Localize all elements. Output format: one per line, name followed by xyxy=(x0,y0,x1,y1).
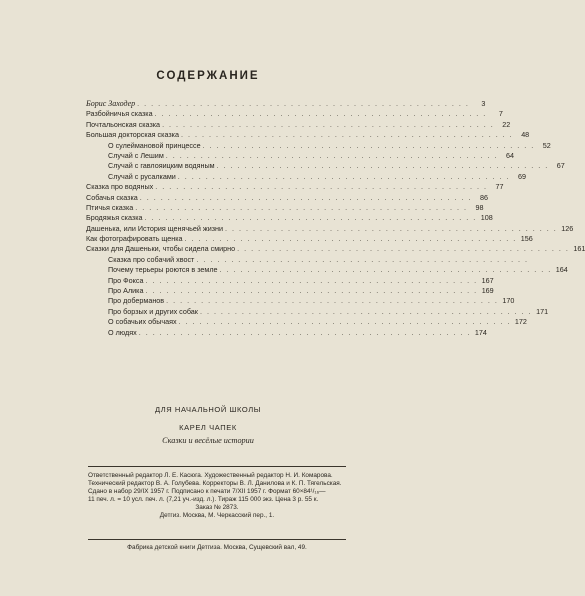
toc-entry xyxy=(86,109,503,119)
toc-entry-page: 64 xyxy=(505,150,514,160)
toc-entry xyxy=(86,130,530,140)
toc-entry-title: Бродяжья сказка xyxy=(86,213,143,223)
toc-leader-dots: . . . . . . . . . . . . . . . . . . . . . . . . . . . . . . . . . . . . . . . . . . . . . . . . xyxy=(237,244,570,254)
toc-entry xyxy=(86,265,568,275)
toc-entry xyxy=(86,275,494,286)
toc-leader-dots: . . . . . . . . . . . . . . . . . . . . . . . . . . . . . . . . . . . . . . . . . . . . . . . . xyxy=(155,182,488,192)
colophon-line: Технический редактор В. А. Голубева. Корректоры В. Л. Данилова и К. П. Тягельская. xyxy=(88,480,342,488)
toc-leader-dots: . . . . . . . . . . . . . . . . . . . . . . . . . . . . . . . . . . . . . . . . . . . . . . . . xyxy=(165,150,498,160)
toc-entry-title: Как фотографировать щенка xyxy=(86,234,183,244)
toc-entry xyxy=(86,327,487,338)
toc-entry-title: Про Алика xyxy=(108,286,144,296)
toc-entry-page: 172 xyxy=(514,317,527,327)
colophon-line: 11 печ. л. = 10 усл. печ. л. (7,21 уч.-изд. л.). Тираж 115 000 экз. Цена 3 р. 55 к. xyxy=(88,496,319,504)
toc-entry-title: Случай с Лешим xyxy=(108,150,164,160)
toc-entry-title: Птичья сказка xyxy=(86,202,134,212)
toc-leader-dots: . . . . . . . . . . . . . . . . . . . . . . . . . . . . . . . . . . . . . . . . . . . . . . . . xyxy=(199,306,533,316)
toc-entry-title: О людях xyxy=(108,327,137,337)
toc-entry xyxy=(86,213,493,223)
toc-leader-dots: . . . . . . . . . . . . . . . . . . . . . . . . . . . . . . . . . . . . . . . . . . . . . . . . xyxy=(137,98,470,108)
toc-entry-page: 48 xyxy=(521,130,530,140)
toc-entry xyxy=(86,317,527,327)
toc-entry-page: 174 xyxy=(474,327,487,337)
toc-entry-title: Почему терьеры роются в земле xyxy=(108,265,218,275)
toc-entry xyxy=(86,244,585,254)
bottom-divider xyxy=(88,539,346,540)
toc-entry xyxy=(86,140,551,151)
toc-entry-title: Про борзых и других собак xyxy=(108,306,198,316)
colophon-line: Сдано в набор 29/IX 1957 г. Подписано к печати 7/XII 1957 г. Формат 60×84¹/₁₆— xyxy=(88,488,326,496)
toc-leader-dots: . . . . . . . . . . . . . . . . . . . . . . . . . . . . . . . . . . . . . . . . . . . . . . . . xyxy=(162,119,495,129)
toc-entry-page: 52 xyxy=(542,140,551,150)
toc-entry xyxy=(86,286,494,296)
toc-leader-dots: . . . . . . . . . . . . . . . . . . . . . . . . . . . . . . . . . . . . . . . . . . . . . . . . xyxy=(180,130,514,140)
book-title: Сказки и весёлые истории xyxy=(162,436,254,445)
toc-entry xyxy=(86,202,484,213)
toc-entry-page: 126 xyxy=(561,223,574,233)
toc-entry-title: Большая докторская сказка xyxy=(86,130,179,140)
toc-entry-title: Случай с русалками xyxy=(108,171,176,181)
toc-leader-dots: . . . . . . . . . . . . . . . . . . . . . . . . . . . . . . . . . . . . . . . . . . . . . . . . xyxy=(135,202,468,212)
toc-entry xyxy=(86,254,529,265)
toc-entry xyxy=(86,296,515,306)
toc-entry-title: Дашенька, или История щенячьей жизни xyxy=(86,223,224,233)
toc-entry-page: 98 xyxy=(475,202,484,212)
colophon xyxy=(88,472,346,521)
toc-entry xyxy=(86,150,514,161)
audience-label: ДЛЯ НАЧАЛЬНОЙ ШКОЛЫ xyxy=(155,405,261,414)
table-of-contents xyxy=(86,98,585,338)
toc-leader-dots: . . . . . . . . . . . . . . . . . . . . . . . . . . . . . . . . . . . . . . . . . . . . . . . . xyxy=(196,254,529,264)
toc-entry xyxy=(86,223,574,234)
toc-leader-dots: . . . . . . . . . . . . . . . . . . . . . . . . . . . . . . . . . . . . . . . . . . . . . . . . xyxy=(144,213,477,223)
toc-entry-page: 108 xyxy=(480,213,493,223)
toc-leader-dots: . . . . . . . . . . . . . . . . . . . . . . . . . . . . . . . . . . . . . . . . . . . . . . . . xyxy=(154,109,487,119)
toc-leader-dots: . . . . . . . . . . . . . . . . . . . . . . . . . . . . . . . . . . . . . . . . . . . . . . . . xyxy=(178,317,511,327)
toc-entry xyxy=(86,171,527,182)
toc-leader-dots: . . . . . . . . . . . . . . . . . . . . . . . . . . . . . . . . . . . . . . . . . . . . . . . . xyxy=(225,223,558,233)
toc-entry-title: Собачья сказка xyxy=(86,192,138,202)
toc-entry xyxy=(86,192,488,203)
toc-entry xyxy=(86,98,486,109)
toc-entry-page: 161 xyxy=(573,244,585,254)
toc-leader-dots: . . . . . . . . . . . . . . . . . . . . . . . . . . . . . . . . . . . . . . . . . . . . . . . . xyxy=(202,140,535,150)
toc-entry-page: 22 xyxy=(502,119,511,129)
order-number: Заказ № 2873. xyxy=(195,504,239,512)
toc-entry-page: 69 xyxy=(518,171,527,181)
toc-entry-page: 3 xyxy=(481,98,486,108)
author-name: КАРЕЛ ЧАПЕК xyxy=(179,423,237,432)
toc-leader-dots: . . . . . . . . . . . . . . . . . . . . . . . . . . . . . . . . . . . . . . . . . . . . . . . . xyxy=(166,296,499,306)
toc-leader-dots: . . . . . . . . . . . . . . . . . . . . . . . . . . . . . . . . . . . . . . . . . . . . . . . . xyxy=(145,275,478,285)
toc-leader-dots: . . . . . . . . . . . . . . . . . . . . . . . . . . . . . . . . . . . . . . . . . . . . . . . . xyxy=(138,327,471,337)
toc-entry-page: 169 xyxy=(481,286,494,296)
toc-entry xyxy=(86,161,565,171)
toc-entry-page: 86 xyxy=(479,192,488,202)
toc-entry xyxy=(86,234,533,244)
toc-entry-page: 164 xyxy=(555,265,568,275)
toc-entry-title: О сулеймановой принцессе xyxy=(108,140,201,150)
toc-entry-page: 156 xyxy=(520,234,533,244)
toc-entry-title: Почтальонская сказка xyxy=(86,119,161,129)
toc-leader-dots: . . . . . . . . . . . . . . . . . . . . . . . . . . . . . . . . . . . . . . . . . . . . . . . . xyxy=(184,234,517,244)
toc-entry-page: 67 xyxy=(556,161,565,171)
printer-line: Фабрика детской книги Детгиза. Москва, Сущевский вал, 49. xyxy=(127,544,307,551)
toc-entry-title: Борис Заходер xyxy=(86,98,136,108)
toc-entry xyxy=(86,119,511,130)
toc-leader-dots: . . . . . . . . . . . . . . . . . . . . . . . . . . . . . . . . . . . . . . . . . . . . . . . . xyxy=(139,192,472,202)
toc-entry xyxy=(86,182,504,192)
top-divider xyxy=(88,466,346,467)
toc-entry-title: Сказка про собачий хвост xyxy=(108,254,195,264)
toc-entry-title: Сказка про водяных xyxy=(86,182,154,192)
toc-entry xyxy=(86,306,549,317)
toc-entry-page: 170 xyxy=(502,296,515,306)
toc-entry-title: О собачьих обычаях xyxy=(108,317,177,327)
toc-entry-page: 171 xyxy=(536,306,549,316)
toc-entry-title: Про доберманов xyxy=(108,296,165,306)
publisher-address: Детгиз. Москва, М. Черкасский пер., 1. xyxy=(159,512,275,520)
toc-entry-page: 77 xyxy=(495,182,504,192)
toc-leader-dots: . . . . . . . . . . . . . . . . . . . . . . . . . . . . . . . . . . . . . . . . . . . . . . . . xyxy=(177,171,511,181)
contents-heading: СОДЕРЖАНИЕ xyxy=(156,70,260,82)
toc-leader-dots: . . . . . . . . . . . . . . . . . . . . . . . . . . . . . . . . . . . . . . . . . . . . . . . . xyxy=(145,286,478,296)
toc-entry-title: Разбойничья сказка xyxy=(86,109,153,119)
toc-leader-dots: . . . . . . . . . . . . . . . . . . . . . . . . . . . . . . . . . . . . . . . . . . . . . . . . xyxy=(216,161,549,171)
toc-leader-dots: . . . . . . . . . . . . . . . . . . . . . . . . . . . . . . . . . . . . . . . . . . . . . . . . xyxy=(219,265,552,275)
toc-entry-title: Случай с гавлояицким водяным xyxy=(108,161,215,171)
toc-entry-title: Про Фокса xyxy=(108,275,144,285)
colophon-line: Ответственный редактор Л. Е. Касюга. Художественный редактор Н. И. Комарова. xyxy=(88,472,333,479)
toc-entry-page: 167 xyxy=(481,275,494,285)
toc-entry-page: 7 xyxy=(498,109,503,119)
toc-entry-title: Сказки для Дашеньки, чтобы сидела смирно xyxy=(86,244,236,254)
